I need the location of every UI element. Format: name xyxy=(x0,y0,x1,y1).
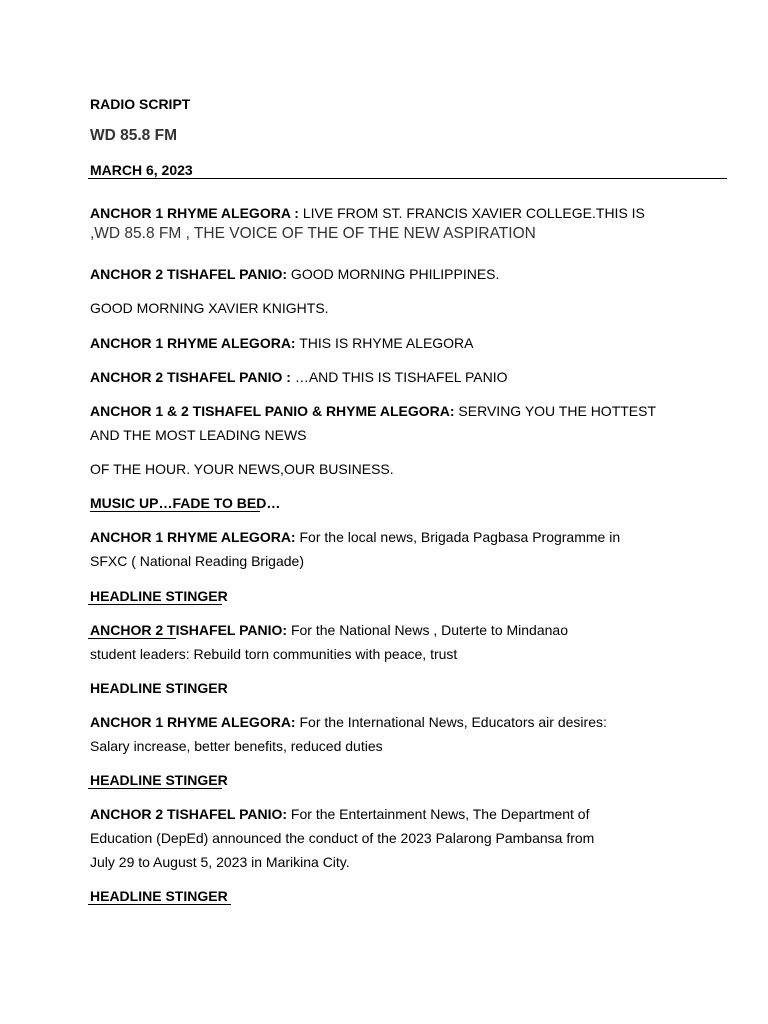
joint-line-1 xyxy=(90,402,656,420)
dialogue-text: THIS IS RHYME ALEGORA xyxy=(295,335,474,351)
dialogue-text: For the Entertainment News, The Department of xyxy=(287,806,590,822)
music-cue-underline xyxy=(90,511,260,512)
speaker-label: ANCHOR 2 TISHAFEL PANIO: xyxy=(90,806,288,822)
joint-line-3: OF THE HOUR. YOUR NEWS,OUR BUSINESS. xyxy=(90,461,394,477)
joint-line-2: AND THE MOST LEADING NEWS xyxy=(90,427,307,443)
headline-stinger-4: HEADLINE STINGER xyxy=(90,888,228,904)
anchor1-intro-line xyxy=(90,334,474,352)
international-news-line-1 xyxy=(90,713,607,731)
document-title: RADIO SCRIPT xyxy=(90,96,191,112)
intro-line-1 xyxy=(90,204,645,222)
speaker-label: ANCHOR 2 TISHAFEL PANIO: xyxy=(90,266,288,282)
headline-stinger-3: HEADLINE STINGER xyxy=(90,772,228,788)
stinger-1-underline xyxy=(88,604,222,605)
speaker-label: ANCHOR 2 TISHAFEL PANIO : xyxy=(90,369,295,385)
station-name: WD 85.8 FM xyxy=(90,127,177,144)
entertainment-news-line-1 xyxy=(90,805,589,823)
stinger-3-underline xyxy=(88,788,222,789)
anchor2-underline xyxy=(88,638,176,639)
speaker-label: ANCHOR 1 RHYME ALEGORA : xyxy=(90,205,299,221)
stinger-4-underline xyxy=(88,904,231,905)
local-news-line-1 xyxy=(90,528,620,546)
local-news-line-2: SFXC ( National Reading Brigade) xyxy=(90,553,304,569)
script-date: MARCH 6, 2023 xyxy=(90,162,193,178)
entertainment-news-line-3: July 29 to August 5, 2023 in Marikina City. xyxy=(90,854,350,870)
anchor2-intro-line xyxy=(90,368,507,386)
headline-stinger-2: HEADLINE STINGER xyxy=(90,680,228,696)
date-underline xyxy=(88,178,727,179)
dialogue-text: SERVING YOU THE HOTTEST xyxy=(454,403,657,419)
dialogue-text: For the local news, Brigada Pagbasa Programme in xyxy=(295,529,621,545)
dialogue-text: For the International News, Educators air desires: xyxy=(295,714,607,730)
intro-line-2: ,WD 85.8 FM , THE VOICE OF THE OF THE NEW ASPIRATION xyxy=(90,225,536,242)
speaker-label: ANCHOR 1 RHYME ALEGORA: xyxy=(90,335,296,351)
international-news-line-2: Salary increase, better benefits, reduced duties xyxy=(90,738,383,754)
music-cue: MUSIC UP…FADE TO BED… xyxy=(90,495,281,511)
speaker-label: ANCHOR 1 RHYME ALEGORA: xyxy=(90,714,296,730)
dialogue-text: LIVE FROM ST. FRANCIS XAVIER COLLEGE.THIS IS xyxy=(298,205,645,221)
speaker-label: ANCHOR 2 xyxy=(90,622,168,638)
greeting-line-2: GOOD MORNING XAVIER KNIGHTS. xyxy=(90,300,329,316)
speaker-label: ANCHOR 1 & 2 TISHAFEL PANIO & RHYME ALEGORA: xyxy=(90,403,455,419)
national-news-line-1 xyxy=(90,621,568,639)
dialogue-text: For the National News , Duterte to Mindanao xyxy=(287,622,568,638)
national-news-line-2: student leaders: Rebuild torn communities with peace, trust xyxy=(90,646,458,662)
speaker-label-cont: TISHAFEL PANIO: xyxy=(167,622,288,638)
greeting-line-1 xyxy=(90,265,499,283)
dialogue-text: GOOD MORNING PHILIPPINES. xyxy=(287,266,500,282)
dialogue-text: …AND THIS IS TISHAFEL PANIO xyxy=(294,369,508,385)
entertainment-news-line-2: Education (DepEd) announced the conduct of the 2023 Palarong Pambansa from xyxy=(90,830,595,846)
headline-stinger-1: HEADLINE STINGER xyxy=(90,588,228,604)
speaker-label: ANCHOR 1 RHYME ALEGORA: xyxy=(90,529,296,545)
